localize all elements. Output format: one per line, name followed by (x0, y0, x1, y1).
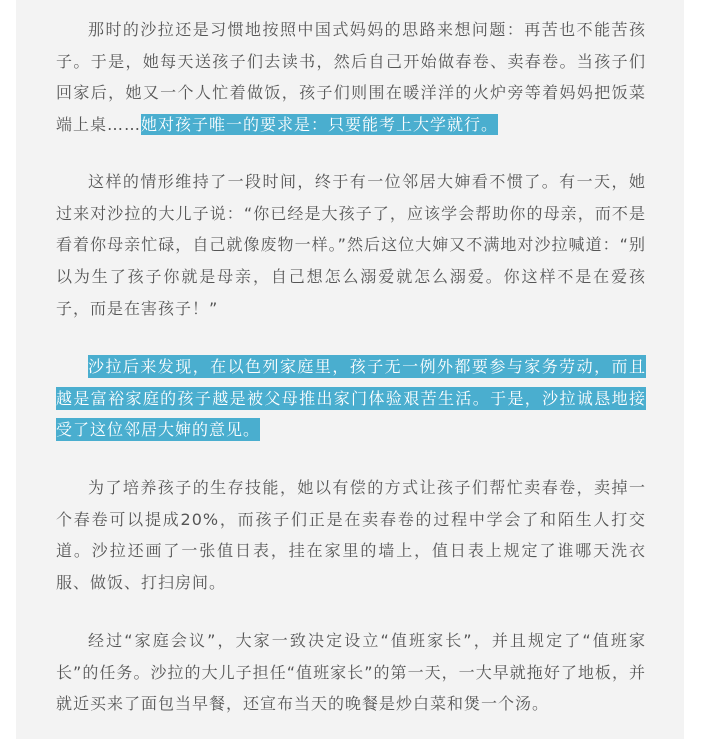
paragraph-2-text: 这样的情形维持了一段时间，终于有一位邻居大婶看不惯了。有一天，她过来对沙拉的大儿子说：“你已经是大孩子了，应该学会帮助你的母亲，而不是看着你母亲忙碌，自己就像废物一样。”然后这位大婶又不满地对沙拉喊道：“别以为生了孩子你就是母亲，自己想怎么溺爱就怎么溺爱。你这样不是在爱孩子，而是在害孩子！” (56, 172, 646, 318)
paragraph-4-text: 为了培养孩子的生存技能，她以有偿的方式让孩子们帮忙卖春卷，卖掉一个春卷可以提成20%，而孩子们正是在卖春卷的过程中学会了和陌生人打交道。沙拉还画了一张值日表，挂在家里的墙上，值日表上规定了谁哪天洗衣服、做饭、打扫房间。 (56, 478, 646, 593)
paragraph-4 (56, 472, 646, 599)
paragraph-1-text: 那时的沙拉还是习惯地按照中国式妈妈的思路来想问题：再苦也不能苦孩子。于是，她每天送孩子们去读书，然后自己开始做春卷、卖春卷。当孩子们回家后，她又一个人忙着做饭，孩子们则围在暖洋洋的火炉旁等着妈妈把饭菜端上桌…… (56, 20, 646, 135)
paragraph-1-highlight: 她对孩子唯一的要求是：只要能考上大学就行。 (141, 115, 499, 135)
paragraph-2 (56, 166, 646, 325)
paragraph-3-highlighted (56, 351, 646, 446)
paragraph-5-text: 经过“家庭会议”，大家一致决定设立“值班家长”，并且规定了“值班家长”的任务。沙拉的大儿子担任“值班家长”的第一天，一大早就拖好了地板，并就近买来了面包当早餐，还宣布当天的晚餐是炒白菜和煲一个汤。 (56, 631, 646, 714)
article-page (16, 0, 684, 739)
paragraph-1 (56, 14, 646, 141)
paragraph-5 (56, 625, 646, 720)
paragraph-3-highlight: 沙拉后来发现，在以色列家庭里，孩子无一例外都要参与家务劳动，而且越是富裕家庭的孩子越是被父母推出家门体验艰苦生活。于是，沙拉诚恳地接受了这位邻居大婶的意见。 (56, 357, 646, 440)
